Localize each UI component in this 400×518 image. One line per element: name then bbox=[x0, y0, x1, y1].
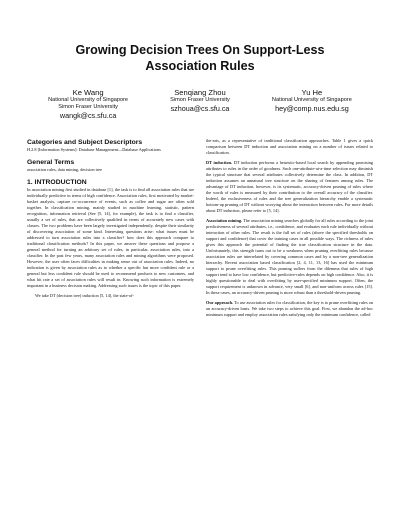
author-affiliation: Simon Fraser University bbox=[58, 104, 118, 110]
categories-heading: Categories and Subject Descriptors bbox=[27, 139, 143, 146]
author-affiliation: National University of Singapore bbox=[271, 97, 352, 103]
author-email: wangk@cs.sfu.ca bbox=[59, 111, 117, 120]
author-1 bbox=[33, 88, 143, 120]
paper-title: Growing Decision Trees On Support-Less Association Rules bbox=[75, 43, 325, 73]
general-terms-text: association rules, data mining, decision tree bbox=[27, 167, 103, 172]
author-email: hey@comp.nus.edu.sg bbox=[275, 104, 349, 113]
author-affiliation: Simon Fraser University bbox=[170, 97, 230, 103]
our-approach-paragraph bbox=[206, 300, 373, 318]
intro-paragraph-2: We take DT (decision tree) induction [5, 14], the state-of- bbox=[35, 293, 134, 298]
introduction-heading: 1. INTRODUCTION bbox=[27, 179, 87, 186]
body-columns bbox=[27, 138, 373, 318]
dt-induction-paragraph bbox=[206, 160, 373, 214]
categories-text: H.2.8 [Information Systems]: Database Management—Database Applications bbox=[27, 147, 161, 152]
intro-paragraph-1: In association mining first studied in database [1], the task is to find all association rules that are individually predictive in terms of high confidence. Association rules, first motivated by market-basket analysis, capture co-occurrence of events, such as coffee and sugar are often sold together. In classification mining, mainly studied in machine learning, statistic, pattern recognition, information retrieval (See [5, 14], for example), the task is to find a classifier, usually a set of rules, that are collectively qualified in terms of accurately new cases with classes. The two problems have been largely investigated independently, despite their similarity of discovering association of some kind. Interesting questions arise: what issues must be addressed to turn association rules into a classifier? how does this approach compare to traditional classification methods? In this paper, we answer these questions and propose a general method for turning an arbitrary set of rules, in particular, association rules, into a classifier. In the past few years, many association rules and mining algorithms were proposed. However, the user often faces difficulties in making sense out of association rules. Indeed, no indication is given by association rules as to whether a specific but more confident rule or a general but less confident rule should be used to recommend products to new customers, and what hit rate a set of association rules will result in. Knowing such information is extremely important in a business decision making. Addressing such issues is the topic of this paper. bbox=[27, 187, 194, 288]
author-name: Ke Wang bbox=[72, 88, 104, 97]
left-column bbox=[27, 138, 194, 318]
author-block bbox=[27, 88, 373, 120]
general-terms-heading: General Terms bbox=[27, 159, 75, 166]
author-affiliation: National University of Singapore bbox=[48, 97, 129, 103]
run-in-heading: Our approach. bbox=[206, 300, 234, 305]
author-email: szhoua@cs.sfu.ca bbox=[170, 104, 230, 113]
run-in-heading: Association mining. bbox=[206, 218, 243, 223]
right-paragraph-0: the-arts, as a representative of traditional classification approaches. Table 1 gives a quick comparison between DT induction and association mining on a number of issues related to classification. bbox=[206, 138, 373, 155]
paragraph-text: The association mining searches globally for all rules according to the joint predictiveness of several attributes, i.e., confidence, and evaluates each rule individually without interaction of other rules. The result is the full set of rules (above the specified thresholds on support and confidence) that cover the training cases in all possible ways. The richness of rules gives this approach the potential of finding the true classification structure in the data. Unfortunately, this strength turns out to be a weakness when pruning overfitting rules because association rules are interrelated by covering common cases and by a non-tree generalization hierarchy. Recent association based classification [2, 4, 11, 13, 16] has used the minimum support to prune overfitting rules. This pruning suffers from the dilemma that rules of high support tend to have low confidence, but predictive-rules depends on high confidence. Also, it is highly questionable to deal with overfitting by user-specified minimum support. Often, the support requirement is unknown in advance, very small [6], and non-uniform across rules [15]. In these cases, an accuracy-driven pruning is more robust than a threshold-driven pruning. bbox=[206, 218, 374, 295]
association-mining-paragraph bbox=[206, 218, 373, 296]
author-3 bbox=[257, 88, 367, 120]
author-name: Yu He bbox=[301, 88, 323, 97]
paragraph-text: DT induction performs a heuristic-based local search by appending promising attributes to rules in the order of goodness. Such one-attribute-at-a-time selection may diminish the typical structure that several attributes collectively determine the class. In addition, DT induction assumes an unnatural tree structure on the sharing of features among rules. The advantage of DT induction, however, is its systematic, accuracy-driven pruning of rules where the worth of rules is measured by their contribution to the overall accuracy of the classifier. Indeed, the exclusiveness of rules and the tree generalization hierarchy enable a systematic bottom-up pruning of DT without worrying about the interaction between rules. For more details about DT induction, please refer to [5, 14]. bbox=[206, 160, 373, 213]
paragraph-text: To use association rules for classification, the key is to prune overfitting rules on an accuracy-driven basis. We take two steps to achieve this goal. First, we abandon the ad-hoc minimum support and employ association rules satisfying only the minimum confidence, called bbox=[206, 300, 374, 317]
author-name: Senqiang Zhou bbox=[174, 88, 226, 97]
run-in-heading: DT induction. bbox=[206, 160, 233, 165]
right-column bbox=[206, 138, 373, 318]
author-2 bbox=[145, 88, 255, 120]
